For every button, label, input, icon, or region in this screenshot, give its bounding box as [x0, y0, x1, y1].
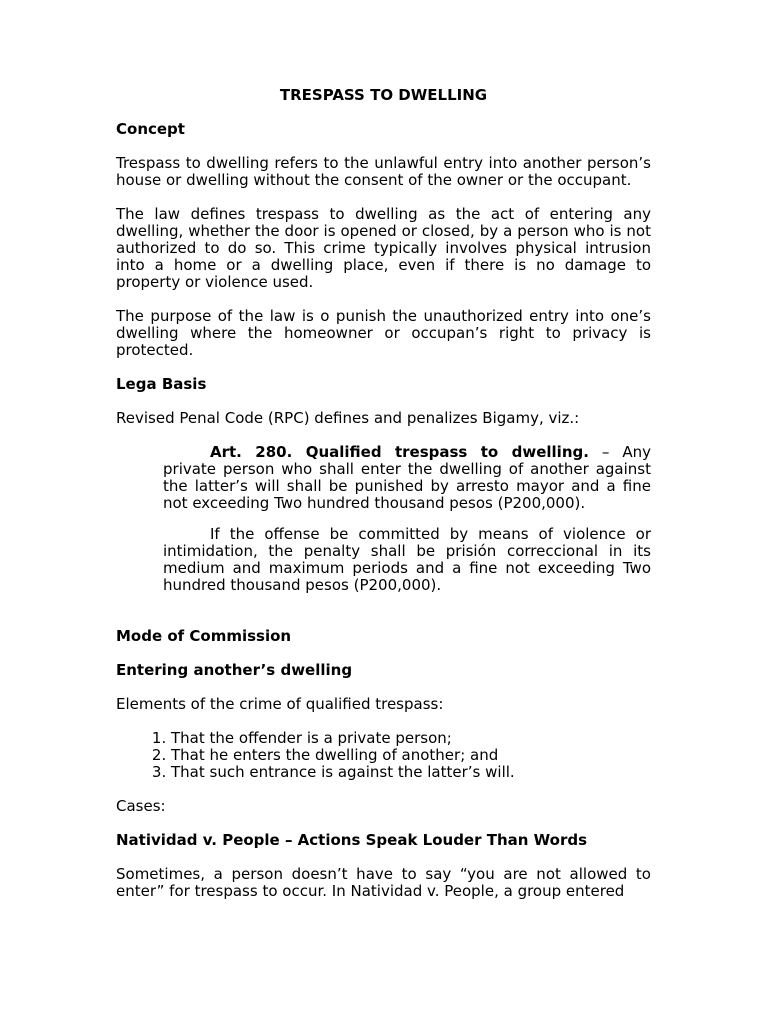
elements-intro: Elements of the crime of qualified trespass:: [116, 695, 444, 713]
article-paragraph-1: [163, 444, 651, 512]
list-item: 2. That he enters the dwelling of another; and: [171, 747, 651, 764]
list-item: 3. That such entrance is against the latter’s will.: [171, 764, 651, 781]
concept-paragraph-3: The purpose of the law is o punish the unauthorized entry into one’s dwelling where the homeowner or occupan’s right to privacy is protected.: [116, 307, 651, 359]
elements-list: [116, 730, 651, 781]
list-item: 1. That the offender is a private person;: [171, 730, 651, 747]
concept-heading: Concept: [116, 120, 185, 138]
case-heading: Natividad v. People – Actions Speak Louder Than Words: [116, 831, 588, 849]
article-text: – Any private person who shall enter the dwelling of another against the latter’s will shall be punished by arresto mayor and a fine not exceeding Two hundred thousand pesos (P200,000).: [163, 443, 652, 512]
case-paragraph: Sometimes, a person doesn’t have to say “you are not allowed to enter” for trespass to occur. In Natividad v. People, a group entered: [116, 865, 651, 900]
legal-basis-intro: Revised Penal Code (RPC) defines and penalizes Bigamy, viz.:: [116, 409, 580, 427]
article-quote: [163, 444, 651, 594]
document-title: TRESPASS TO DWELLING: [279, 86, 488, 104]
article-paragraph-2: If the offense be committed by means of violence or intimidation, the penalty shall be prisión correccional in its medium and maximum periods and a fine not exceeding Two hundred thousand pesos (P200,000).: [163, 525, 651, 594]
concept-paragraph-1: Trespass to dwelling refers to the unlawful entry into another person’s house or dwelling without the consent of the owner or the occupant.: [116, 154, 651, 189]
concept-paragraph-2: The law defines trespass to dwelling as the act of entering any dwelling, whether the door is opened or closed, by a person who is not authorized to do so. This crime typically involves physical intrusion into a home or a dwelling place, even if there is no damage to property or violence used.: [116, 205, 651, 291]
document-page: [116, 87, 651, 917]
mode-heading: Mode of Commission: [116, 627, 292, 645]
legal-basis-heading: Lega Basis: [116, 375, 207, 393]
cases-label: Cases:: [116, 797, 166, 815]
mode-subheading: Entering another’s dwelling: [116, 661, 353, 679]
article-title: Art. 280. Qualified trespass to dwelling.: [210, 443, 589, 461]
